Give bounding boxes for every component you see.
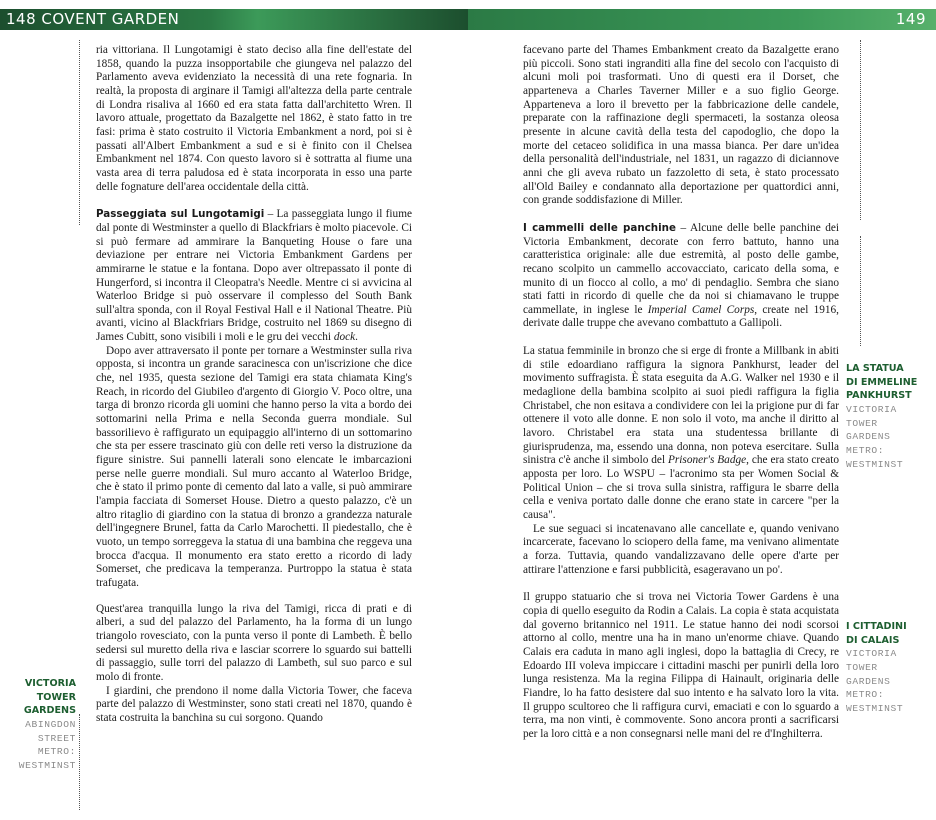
- section-lead-heading: Passeggiata sul Lungotamigi: [96, 208, 265, 221]
- left-margin-rule-top: [79, 40, 80, 225]
- paragraph: Le sue seguaci si incatenavano alle cancellate e, quando venivano incarcerate, facevano lo sciopero della fame, ma venivano alimentate a forza. Tuttavia, quando vandalizzavano delle opere d'arte per attirare l'attenzione e farsi pubblicità, esageravano un po'.: [523, 522, 839, 576]
- right-text-column: [523, 44, 839, 742]
- left-sidebar-victoria-tower-gardens: [0, 677, 76, 773]
- paragraph: I cammelli delle panchine – Alcune delle belle panchine dei Victoria Embankment, decorate con ferro battuto, hanno una caratteristica originale: alle due estremità, al posto delle gambe, recano scolpito un cammello accovacciato, caricato della soma, e munito di un fiocco al collo, a mo' di pendaglio. Sembra che siano stati fatti in ricordo di quelle che da noi si chiamavano le truppe cammellate, in inglese le Imperial Camel Corps, create nel 1916, derivate dalle truppe che avevano combattuto a Gallipoli.: [523, 221, 839, 330]
- paragraph: Dopo aver attraversato il ponte per tornare a Westminster sulla riva opposta, si incontra un grande saracinesca con un'iscrizione che dice che, nel 1935, questa sezione del Tamigi era stata chiamata King's Reach, in ricordo del Giubileo d'argento di Giorgio V. Poco oltre, una targa di bronzo ricorda gli uomini che hanno perso la vita a bordo dei sottomarini nella Prima e nella Seconda guerra mondiale. Sul bassorilievo è raffigurato un equipaggio all'interno di un sottomarino che sta per essere trascinato giù con delle reti verso la distruzione da figure sinistre. Sui pannelli laterali sono elencate le imbarcazioni perse nelle guerre mondiali. Sul muro accanto al Waterloo Bridge, che è stato il primo ponte di cemento dal lato a valle, si può ammirare l'ampia facciata di Somerset House. Dietro a questo palazzo, c'è un altro ritaglio di giardino con la statua di bronzo a grandezza naturale dell'ingegnere Brunel, fatta da Carlo Marochetti. Il piedestallo, che è vuoto, un tempo sorreggeva la statua di una bambina che reggeva una brocca d'acqua. Il monumento era stato eretto a ricordo di lady Somerset, che predicava la temperanza. Purtroppo la statua è stata trafugata.: [96, 344, 412, 589]
- paragraph: Quest'area tranquilla lungo la riva del Tamigi, ricca di prati e di alberi, a sud del palazzo del Parlamento, ha la forma di un lungo triangolo rovesciato, con la punta verso il ponte di Lambeth. È bello sedersi sul muretto della riva e lasciar scorrere lo sguardo sui battelli di passaggio, sulle torri del palazzo di Lambeth, sul suo parco e sul molo di fronte.: [96, 602, 412, 683]
- sidebar-meta-line: TOWER: [846, 417, 878, 429]
- sidebar-title-line: PANKHURST: [846, 390, 912, 402]
- sidebar-title-line: DI CALAIS: [846, 634, 900, 646]
- sidebar-meta-line: ABINGDON: [25, 718, 76, 730]
- sidebar-title-line: GARDENS: [23, 705, 76, 717]
- header-band-right: [468, 9, 936, 30]
- page-header-left: 148 COVENT GARDEN: [6, 10, 180, 28]
- left-margin-rule-bottom: [79, 714, 80, 810]
- sidebar-meta-line: GARDENS: [846, 675, 891, 687]
- sidebar-meta-line: VICTORIA: [846, 648, 897, 660]
- sidebar-meta-line: VICTORIA: [846, 403, 897, 415]
- paragraph: facevano parte del Thames Embankment creato da Bazalgette erano più piccoli. Sono stati ingranditi alla fine del secolo con l'acquisto di alcuni moli poi trasformati. Uno di questi era il Dorset, che apparteneva a Charles Taverner Miller e a suo figlio George. Apparteneva a loro il brevetto per la fabbricazione delle candele, preparate con la raffinazione degli spermaceti, la sostanza oleosa presente in alcune cavità della testa del capodoglio, che dopo la morte del cetaceo solidifica in una massa bianca. Per dare un'idea della personalità dell'industriale, nel 1831, un ragazzo di diciannove anni che gli aveva rubato un fazzoletto di seta, è stato processato all'Old Bailey e condannato alla deportazione per quattordici anni, con grande soddisfazione di Miller.: [523, 44, 839, 207]
- sidebar-title-line: VICTORIA: [24, 678, 76, 689]
- right-margin-rule-top: [860, 40, 861, 220]
- paragraph: La statua femminile in bronzo che si erge di fronte a Millbank in abiti di stile edoardiano raffigura la signora Pankhurst, leader del movimento suffragista. È stata eseguita da A.G. Walker nel 1930 e il medaglione della bambina scolpito ai suoi piedi raffigura la figlia Christabel, che non esitava a condividere con lei la prigione pur di far ottenere il voto alle donne. E non solo il voto, ma anche il diritto al lavoro. Christabel era stata una studentessa brillante di giurisprudenza, ma, essendo una donna, non poteva esercitare. Sulla sinistra c'è anche il simbolo del Prisoner's Badge, che era stato creato apposta per loro. Lo WSPU – l'acronimo sta per Women Social & Political Union – che si trova sulla sinistra, raffigura le sbarre della cella e veniva portato dalle donne che erano state in carcere "per la causa".: [523, 345, 839, 521]
- sidebar-title-line: DI EMMELINE: [846, 376, 918, 388]
- sidebar-meta-line: METRO:: [846, 689, 885, 701]
- paragraph: I giardini, che prendono il nome dalla Victoria Tower, che faceva parte del palazzo di Westminster, sono stati creati nel 1870, quando è stata costruita la banchina su cui sorgono. Quando: [96, 684, 412, 724]
- section-lead-heading: I cammelli delle panchine: [523, 221, 676, 234]
- sidebar-title-line: LA STATUA: [846, 363, 904, 374]
- sidebar-meta-line: GARDENS: [846, 431, 891, 443]
- right-sidebar-calais: [846, 620, 934, 716]
- sidebar-meta-line: WESTMINST: [846, 702, 904, 714]
- sidebar-meta-line: STREET: [37, 732, 76, 744]
- sidebar-meta-line: TOWER: [846, 661, 878, 673]
- sidebar-title-line: TOWER: [36, 691, 76, 703]
- sidebar-meta-line: WESTMINST: [18, 759, 76, 771]
- sidebar-meta-line: METRO:: [846, 444, 885, 456]
- sidebar-meta-line: METRO:: [37, 746, 76, 758]
- paragraph: ria vittoriana. Il Lungotamigi è stato deciso alla fine dell'estate del 1858, quando la puzza insopportabile che giungeva nel palazzo del Parlamento aveva evidenziato la necessità di una rete fognaria. In realtà, la proposta di arginare il Tamigi all'altezza della parte centrale di Londra risaliva al 1660 ed era stata fatta dall'architetto Wren. Il lavoro attuale, progettato da Bazalgette nel 1862, è stato fatto in tre fasi: prima è stato costruito il Victoria Embankment a nord, poi si è passati all'Albert Embankment a sud e si è finito con il Chelsea Embankment nel 1874. Con questo lavoro si è sottratta al fiume una vasta area di terra paludosa ed è stata incorporata in esso una parte delle fognature dell'area occidentale della città.: [96, 44, 412, 193]
- sidebar-title-line: I CITTADINI: [846, 621, 907, 632]
- page-number-right: 149: [895, 10, 926, 28]
- right-margin-rule-mid: [860, 236, 861, 346]
- left-text-column: [96, 44, 412, 726]
- right-sidebar-pankhurst: [846, 362, 934, 471]
- paragraph: Il gruppo statuario che si trova nei Victoria Tower Gardens è una copia di quello eseguito da Rodin a Calais. La copia è stata acquistata dal governo britannico nel 1911. Le statue hanno dei nodi scorsoi attorno al collo, mentre una ha in mano un'enorme chiave. Quando Calais era caduta in mano agli inglesi, dopo la battaglia di Crecy, re Edoardo III voleva impiccare i cittadini maschi per punirli della loro lunga resistenza. Ma la regina Filippa di Hainault, originaria delle Fiandre, lo ha fatto desistere dal suo intento e ha salvato loro la vita. Il gruppo scultoreo che li raffigura curvi, emaciati e con lo sguardo a terra, ma non vinti, è commovente. Sono ancora pronti a sacrificarsi per la loro città e a non consegnarsi nelle mani del re d'Inghilterra.: [523, 591, 839, 740]
- sidebar-meta-line: WESTMINST: [846, 458, 904, 470]
- paragraph: Passeggiata sul Lungotamigi – La passeggiata lungo il fiume dal ponte di Westminster a quello di Blackfriars è molto piacevole. Ci si può fermare ad ammirare la Banqueting House o fare una deviazione per entrare nei Victoria Embankment Gardens per ammirarne le statue e la fontana. Dopo aver oltrepassato il ponte di Hungerford, si incontra il Cleopatra's Needle. Mentre ci si avvicina al Waterloo Bridge si può osservare il complesso del South Bank sull'altra sponda, con il Royal Festival Hall e il National Theatre. Più avanti, vicino al Blackfriars Bridge, costruito nel 1869 su disegno di James Cubitt, sono visibili i moli e le gru dei vecchi dock.: [96, 208, 412, 344]
